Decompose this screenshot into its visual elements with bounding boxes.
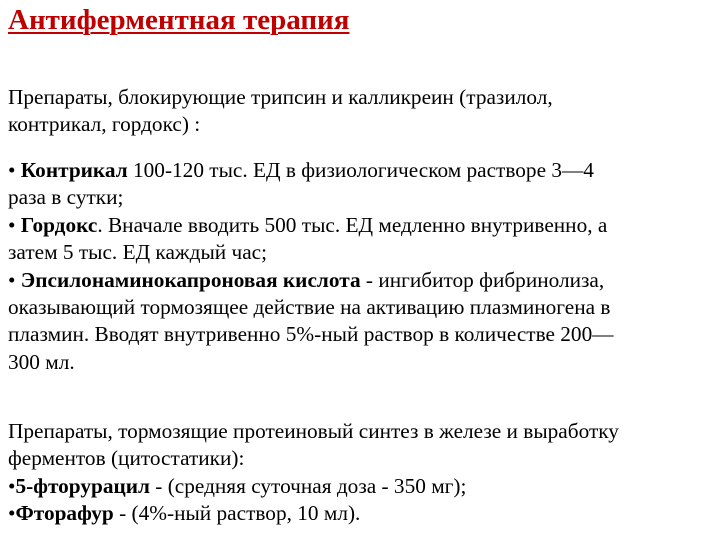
list-item-fluorouracil — [8, 473, 710, 500]
cytostatics-paragraph — [8, 418, 710, 528]
list-item-epsilon-cont-3: 300 мл. — [8, 349, 75, 374]
drug-description: 100-120 тыс. ЕД в физиологическом растворе 3—4 — [127, 158, 594, 182]
bullet: • — [8, 212, 16, 237]
list-item-gordox — [8, 212, 710, 239]
drug-name: Эпсилонаминокапроновая кислота — [20, 267, 361, 292]
list-item-gordox-cont: затем 5 тыс. ЕД каждый час; — [8, 240, 268, 265]
drug-name: Контрикал — [20, 158, 128, 182]
inhibitor-drug-list — [8, 157, 710, 376]
drug-description: - ингибитор фибринолиза, — [360, 267, 605, 292]
drug-description: - (средняя суточная доза - 350 мг); — [149, 473, 467, 498]
bullet: • — [8, 158, 16, 182]
intro-paragraph — [8, 84, 710, 139]
drug-name: 5-фторурацил — [15, 473, 150, 498]
intro-line-2: контрикал, гордокс) : — [8, 112, 201, 137]
list-item-epsilon-cont-1: оказывающий тормозящее действие на активацию плазминогена в — [8, 295, 611, 320]
drug-description: . Вначале вводить 500 тыс. ЕД медленно внутривенно, а — [97, 212, 608, 237]
slide — [8, 0, 714, 540]
section2-line-2: ферментов (цитостатики): — [8, 446, 245, 471]
list-item-ftorafur — [8, 500, 710, 527]
bullet: • — [8, 473, 16, 498]
section2-line-1: Препараты, тормозящие протеиновый синтез в железе и выработку — [8, 419, 619, 443]
bullet: • — [8, 501, 16, 526]
drug-name: Фторафур — [15, 501, 114, 526]
drug-name: Гордокс — [20, 212, 98, 237]
drug-description: - (4%-ный раствор, 10 мл). — [113, 501, 361, 526]
list-item-epsilon-cont-2: плазмин. Вводят внутривенно 5%-ный раствор в количестве 200— — [8, 322, 614, 347]
bullet: • — [8, 267, 16, 292]
list-item-contrical — [8, 157, 710, 184]
list-item-epsilon — [8, 267, 710, 294]
intro-line-1: Препараты, блокирующие трипсин и калликреин (тразилол, — [8, 85, 553, 109]
slide-title: Антиферментная терапия — [8, 4, 350, 36]
list-item-contrical-cont: раза в сутки; — [8, 185, 124, 210]
